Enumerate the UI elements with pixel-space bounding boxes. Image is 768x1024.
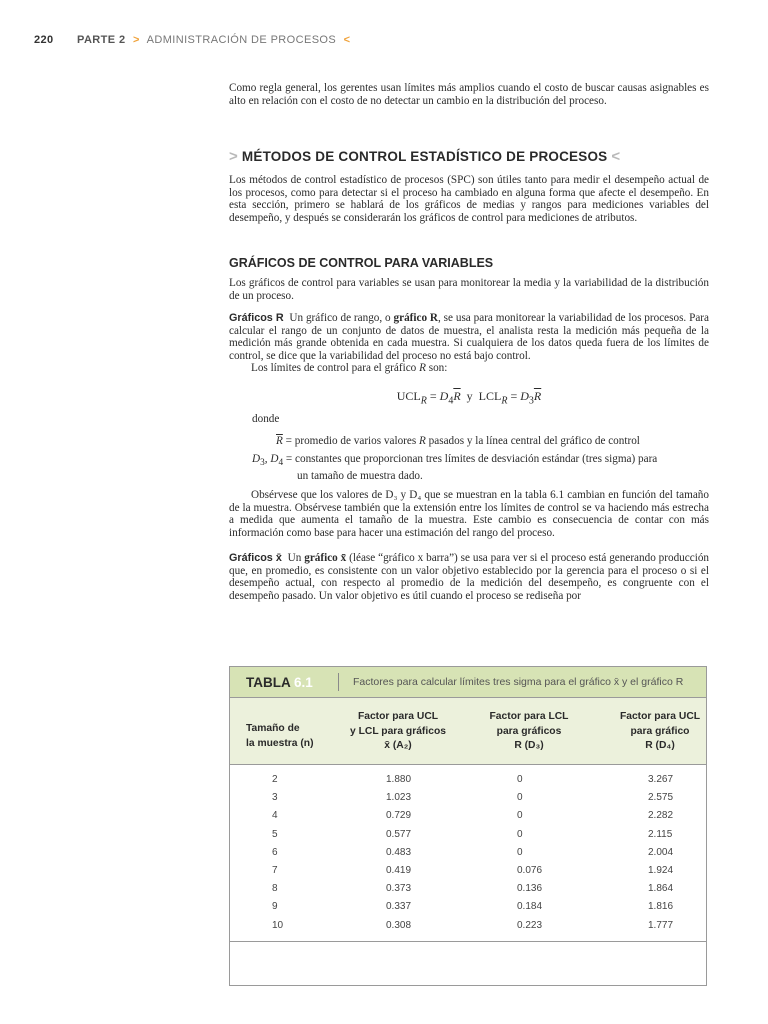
table-row: [230, 844, 706, 862]
r-chart-term: gráfico R: [393, 312, 439, 324]
ucl-subscript: R: [420, 395, 427, 407]
variables-block: [229, 277, 709, 302]
table-cell: 0.373: [386, 883, 412, 895]
xbar-text-2: (léase “gráfico x barra”) se usa para ver si el proceso está generando producción que, en promedio, es consistente con un valor objetivo establecido por la gerencia para el proceso o si el desempeño actual, con respecto al promedio de la medición del desempeño, es congruente con el desempeño pasado. Un valor objetivo es útil cuando el proceso se rediseña por: [229, 552, 710, 602]
chevron-left-icon: <: [343, 34, 351, 46]
donde-label: donde: [252, 413, 280, 425]
xbar-chart-block: [229, 552, 709, 602]
def-sep: ,: [264, 453, 271, 465]
def-d-text-cont: un tamaño de muestra dado.: [297, 469, 423, 482]
xbar-chart-runin: Gráficos x̄: [229, 552, 282, 564]
table-cell: 10: [272, 919, 284, 931]
table-label: [230, 675, 338, 690]
table-cell: 5: [272, 828, 278, 840]
table-cell: 7: [272, 865, 278, 876]
observe-block: [229, 489, 709, 539]
table-cell: 0.577: [386, 828, 412, 840]
header-line: Factor para UCL: [357, 711, 439, 722]
table-cell: 0.136: [517, 883, 543, 895]
xbar-text-1: Un: [287, 552, 305, 564]
r-chart-block: [229, 312, 709, 375]
ucl-symbol: UCL: [396, 389, 421, 403]
def-d-text: = constantes que proporcionan tres límites de desviación estándar (tres sigma) para: [283, 453, 658, 465]
part-label: PARTE 2: [77, 34, 126, 46]
observe-paragraph: Obsérvese que los valores de D₃ y D₄ que se muestran en la tabla 6.1 cambian en función del tamaño de la muestra. Obsérvese también que la extensión entre los límites de control se va haciendo más estrecha a medida que aumenta el tamaño de la muestra. Este cambio es consecuencia de contar con más información como base para hacer una estimación del rango del proceso.: [229, 489, 709, 539]
limits-var: R: [419, 362, 426, 375]
r-chart-paragraph: [229, 312, 709, 362]
header-line: la muestra (n): [246, 737, 314, 749]
header-line: R (D₃): [514, 740, 544, 751]
header-line: Factor para UCL: [619, 711, 701, 722]
running-header: [34, 34, 354, 46]
r-chart-text-2: , se usa para monitorear la variabilidad de los procesos. Para calcular el rango de un conjunto de datos de muestra, el analista resta la medición más pequeña de la medición más grande obtenida en cada muestra. Si cualquiera de los datos queda fuera de los límites de control, se dice que la variabilidad del proceso no está bajo control.: [229, 312, 709, 362]
table-cell: 0.729: [386, 810, 412, 822]
table-6-1: [229, 666, 707, 986]
definition-rbar: [276, 435, 640, 448]
lcl-subscript: R: [501, 395, 508, 407]
chevron-right-icon: >: [132, 34, 140, 46]
def-rbar-text: = promedio de varios valores: [282, 435, 420, 447]
d4-symbol: D: [439, 389, 449, 403]
table-cell: 6: [272, 846, 278, 858]
table-cell: 0: [517, 792, 523, 804]
header-line: para gráficos: [496, 725, 562, 737]
def-rbar-symbol: $\overline{R}$: [276, 435, 283, 447]
rbar-symbol-2: $\overline{R}$: [533, 389, 542, 403]
header-a2: [338, 710, 458, 754]
table-cell: 0.184: [517, 901, 543, 913]
section-heading-text: MÉTODOS DE CONTROL ESTADÍSTICO DE PROCESOS: [241, 149, 608, 164]
table-cell: 1.924: [648, 865, 674, 876]
spc-block: [229, 174, 709, 224]
table-cell: 3: [272, 792, 278, 804]
header-line: Tamaño de: [246, 723, 300, 734]
table-cell: 2.282: [648, 810, 674, 822]
table-cell: 2.004: [648, 846, 674, 858]
xbar-chart-paragraph: [229, 552, 709, 602]
r-chart-runin: Gráficos R: [229, 312, 284, 324]
table-cell: 2.575: [648, 792, 674, 804]
header-line: R (D₄): [645, 740, 675, 751]
table-row: [230, 789, 706, 807]
header-sample-size: [246, 722, 314, 751]
header-line: y LCL para gráficos: [350, 725, 446, 737]
table-caption: Factores para calcular límites tres sigma para el gráfico x̄ y el gráfico R: [353, 676, 684, 688]
header-d3: [470, 710, 588, 754]
definition-d3-d4: [252, 453, 709, 482]
header-line: Factor para LCL: [489, 711, 569, 722]
r-chart-text-1: Un gráfico de rango, o: [289, 312, 394, 324]
table-title-bar: [230, 667, 706, 698]
header-d4: [600, 710, 720, 754]
heading-chevron-right-icon: >: [229, 148, 238, 165]
table-cell: 0: [517, 774, 523, 785]
table-cell: 1.880: [386, 774, 412, 785]
header-line: para gráfico: [630, 725, 690, 737]
intro-block: [229, 82, 709, 107]
def-d3-symbol: D: [252, 453, 261, 465]
d3-symbol: D: [520, 389, 529, 403]
formula-and: y: [466, 389, 473, 403]
xbar-term: gráfico x̄: [304, 552, 347, 564]
heading-chevron-left-icon: <: [611, 148, 621, 165]
title-divider: [338, 673, 339, 691]
table-row: [230, 880, 706, 898]
def-d4-symbol: D: [270, 453, 279, 465]
table-cell: 0.483: [386, 846, 412, 858]
table-cell: 3.267: [648, 774, 674, 785]
table-cell: 0.419: [386, 865, 412, 876]
table-cell: 0: [517, 828, 523, 840]
table-row: [230, 862, 706, 880]
table-row: [230, 807, 706, 825]
table-row: [230, 898, 706, 916]
def-d4-sub: 4: [278, 458, 284, 469]
table-cell: 1.777: [648, 919, 674, 931]
lcl-symbol: LCL: [478, 389, 502, 403]
table-label-text: TABLA: [246, 674, 291, 690]
table-cell: 1.023: [386, 792, 412, 804]
table-cell: 0: [517, 810, 523, 822]
table-header: [230, 698, 706, 765]
table-cell: 8: [272, 883, 278, 895]
table-cell: 0.337: [386, 901, 412, 913]
limits-line: [229, 362, 709, 375]
table-cell: 0: [517, 846, 523, 858]
table-number: 6.1: [294, 674, 313, 690]
table-row: [230, 917, 706, 935]
d3-subscript: 3: [528, 395, 534, 407]
table-cell: 0.308: [386, 919, 412, 931]
rbar-symbol: $\overline{R}$: [453, 389, 461, 403]
variables-paragraph: Los gráficos de control para variables se usan para monitorear la media y la variabilidad de la distribución de un proceso.: [229, 277, 709, 302]
def-d3-sub: 3: [260, 458, 265, 469]
intro-paragraph: Como regla general, los gerentes usan límites más amplios cuando el costo de buscar causas asignables es alto en relación con el costo de no detectar un cambio en la distribución del proceso.: [229, 82, 709, 107]
control-limits-formula: $UCL_R = D_4\overline{R}$ y $LCL_R = D_3\overline{R}$: [396, 389, 542, 407]
limits-text: Los límites de control para el gráfico: [251, 362, 420, 375]
table-body: [230, 765, 706, 942]
table-cell: 0.223: [517, 919, 543, 931]
table-cell: 4: [272, 810, 278, 822]
table-cell: 2: [272, 774, 278, 785]
section-heading: [229, 148, 709, 165]
table-cell: 1.864: [648, 883, 674, 895]
table-row: [230, 771, 706, 789]
def-rbar-var: R: [419, 435, 426, 447]
d4-subscript: 4: [448, 395, 454, 407]
subsection-heading: GRÁFICOS DE CONTROL PARA VARIABLES: [229, 256, 494, 270]
table-row: [230, 826, 706, 844]
def-rbar-text-2: pasados y la línea central del gráfico de control: [425, 435, 640, 447]
spc-paragraph: Los métodos de control estadístico de procesos (SPC) son útiles tanto para medir el desempeño actual de los procesos, como para detectar si el proceso ha cambiado en alguna forma que afecte el desempeño. En esta sección, primero se hablará de los gráficos de medias y rangos para mediciones variables del desempeño, y después se considerarán los gráficos de control para mediciones de atributos.: [229, 174, 709, 224]
header-line: x̄ (A₂): [384, 740, 412, 751]
limits-end: son:: [425, 362, 448, 375]
table-cell: 0.076: [517, 865, 543, 876]
table-cell: 2.115: [648, 828, 673, 840]
table-cell: 1.816: [648, 901, 674, 913]
table-cell: 9: [272, 901, 278, 913]
page-number: 220: [34, 34, 54, 46]
section-label: ADMINISTRACIÓN DE PROCESOS: [146, 34, 337, 46]
